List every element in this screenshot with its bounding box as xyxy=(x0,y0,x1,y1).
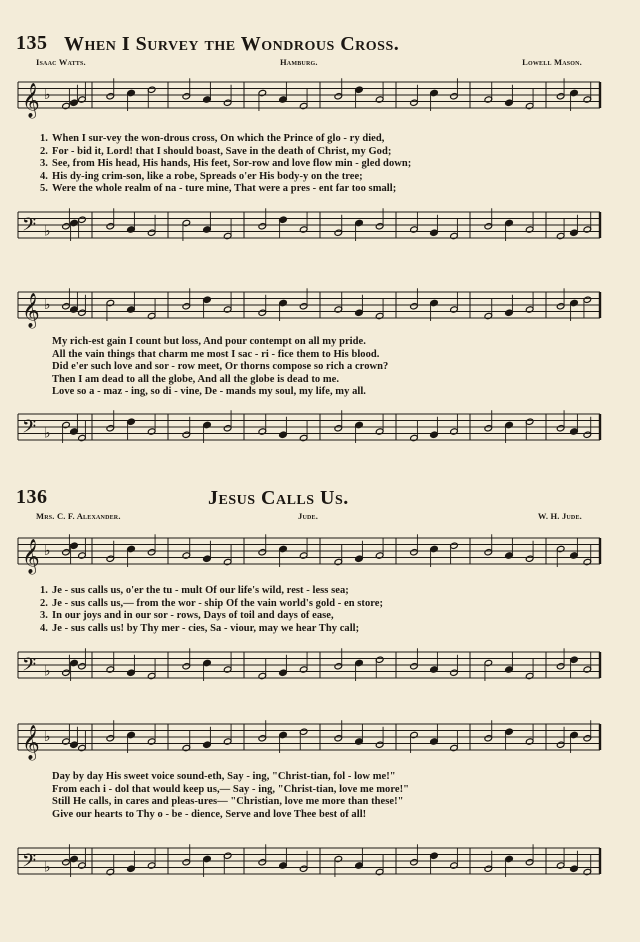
hymn-135-system-2-bass xyxy=(0,402,640,462)
flat-icon: ♭ xyxy=(44,425,51,442)
verse-line: 1. When I sur-vey the won-drous cross, On which the Prince of glo - ry died, xyxy=(40,133,385,144)
verse-line: 1. Je - sus calls us, o'er the tu - mult Of our life's wild, rest - less sea; xyxy=(40,585,349,596)
flat-icon: ♭ xyxy=(44,663,51,680)
hymn-136-system-1-treble xyxy=(0,526,640,586)
hymn-135-system-2-treble xyxy=(0,280,640,340)
hymn-135-verses-second-half xyxy=(40,336,596,399)
author: Isaac Watts. xyxy=(36,57,86,67)
hymn-title: When I Survey the Wondrous Cross. xyxy=(64,33,400,55)
flat-icon: ♭ xyxy=(44,729,51,745)
verse-line: 4. Je - sus calls us! by Thy mer - cies, Sa - viour, may we hear Thy call; xyxy=(40,622,360,634)
hymn-136-system-2-treble xyxy=(0,712,640,772)
verse-line: 3. See, from His head, His hands, His feet, Sor-row and love flow min - gled down; xyxy=(40,158,412,170)
tune-name: Jude. xyxy=(298,511,319,521)
hymn-136-system-1-bass xyxy=(0,640,640,700)
bass-clef-icon: 𝄢 xyxy=(22,655,37,680)
verse-line: Love so a - maz - ing, so di - vine, De - mands my soul, my life, my all. xyxy=(52,386,366,398)
hymn-number: 135 xyxy=(16,32,48,54)
hymn-135-title-row xyxy=(16,32,628,56)
flat-icon: ♭ xyxy=(44,297,51,313)
treble-clef-icon: 𝄞 xyxy=(22,83,40,118)
verse-line: Still He calls, in cares and pleas-ures— "Christian, love me more than these!" xyxy=(52,796,404,808)
verse-line: Day by day His sweet voice sound-eth, Say - ing, "Christ-tian, fol - low me!" xyxy=(52,771,396,782)
flat-icon: ♭ xyxy=(44,87,51,103)
bass-clef-icon: 𝄢 xyxy=(22,215,37,240)
treble-clef-icon: 𝄞 xyxy=(22,725,40,760)
hymn-136-verses-first-half xyxy=(40,585,596,635)
verse-line: 5. Were the whole realm of na - ture mine, That were a pres - ent far too small; xyxy=(40,183,397,195)
bass-clef-icon: 𝄢 xyxy=(22,417,37,442)
hymn-135-system-1-treble xyxy=(0,70,640,130)
hymn-136-system-2-bass xyxy=(0,836,640,896)
hymn-136-credits xyxy=(36,511,582,523)
treble-clef-icon: 𝄞 xyxy=(22,293,40,328)
composer: Lowell Mason. xyxy=(522,57,582,67)
verse-line: Then I am dead to all the globe, And all the globe is dead to me. xyxy=(52,373,340,385)
treble-clef-icon: 𝄞 xyxy=(22,539,40,574)
hymn-136-verses-second-half xyxy=(40,771,596,821)
verse-line: Give our hearts to Thy o - be - dience, Serve and love Thee best of all! xyxy=(52,808,367,820)
verse-line: From each i - dol that would keep us,— Say - ing, "Christ-tian, love me more!" xyxy=(52,783,409,795)
verse-line: 3. In our joys and in our sor - rows, Days of toil and days of ease, xyxy=(40,610,334,622)
hymn-number: 136 xyxy=(16,486,48,508)
hymn-title: Jesus Calls Us. xyxy=(208,487,349,509)
hymn-136-title-row xyxy=(16,486,628,510)
hymn-135-credits xyxy=(36,57,582,69)
verse-line: My rich-est gain I count but loss, And pour contempt on all my pride. xyxy=(52,336,366,347)
flat-icon: ♭ xyxy=(44,543,51,559)
verse-line: 2. For - bid it, Lord! that I should boast, Save in the death of Christ, my God; xyxy=(40,145,392,157)
composer: W. H. Jude. xyxy=(537,511,582,521)
verse-line: 2. Je - sus calls us,— from the wor - ship Of the vain world's gold - en store; xyxy=(40,597,384,609)
verse-line: 4. His dy-ing crim-son, like a robe, Spreads o'er His body-y on the tree; xyxy=(40,170,363,182)
hymn-135-verses-first-half xyxy=(40,133,596,196)
flat-icon: ♭ xyxy=(44,223,51,240)
hymn-135-system-1-bass xyxy=(0,200,640,260)
verse-line: All the vain things that charm me most I sac - ri - fice them to His blood. xyxy=(52,348,380,360)
verse-line: Did e'er such love and sor - row meet, Or thorns compose so rich a crown? xyxy=(52,361,389,373)
tune-name: Hamburg. xyxy=(280,57,318,67)
flat-icon: ♭ xyxy=(44,859,51,876)
bass-clef-icon: 𝄢 xyxy=(22,851,37,876)
author: Mrs. C. F. Alexander. xyxy=(36,511,121,521)
